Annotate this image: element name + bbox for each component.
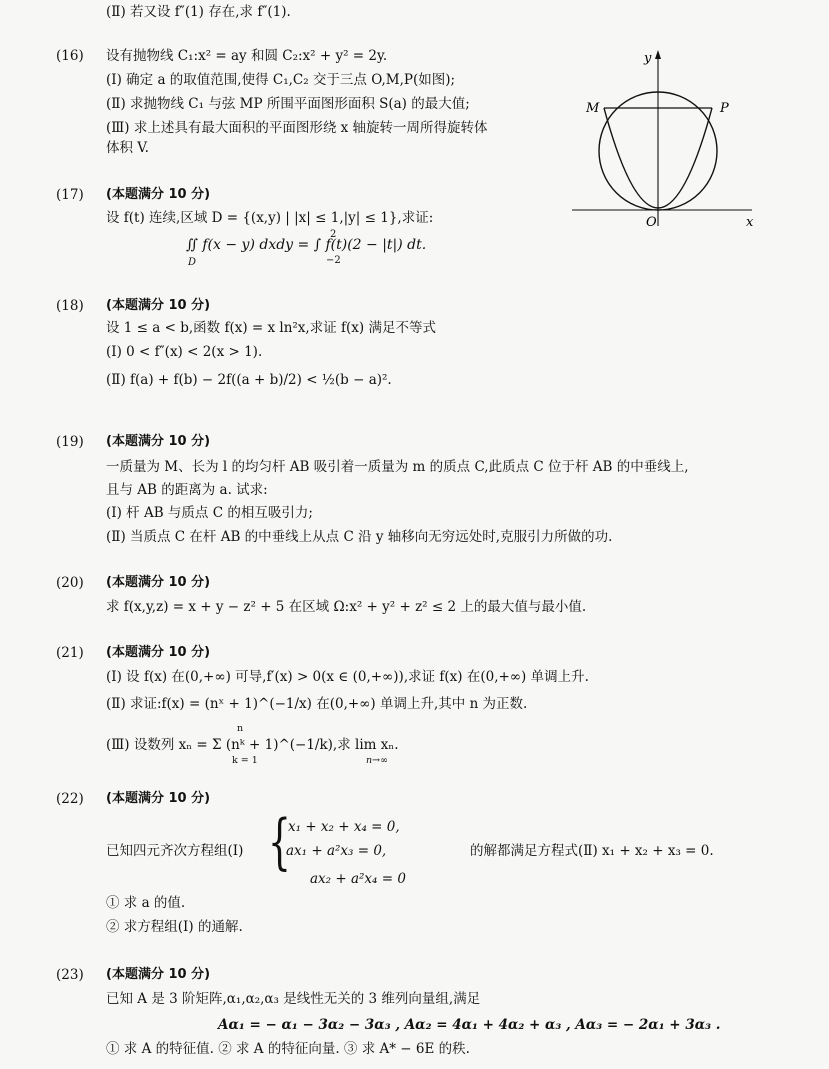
label-x: x xyxy=(746,215,754,230)
q23-number: (23) xyxy=(56,967,84,983)
q22-eq2: ax₁ + a²x₃ = 0, xyxy=(286,843,387,859)
q20-line: 求 f(x,y,z) = x + y − z² + 5 在区域 Ω:x² + y² + z² ≤ 2 上的最大值与最小值. xyxy=(106,599,587,615)
q21-sum-top: n xyxy=(237,723,244,734)
q21-part2: (Ⅱ) 求证:f(x) = (nˣ + 1)^(−1/x) 在(0,+∞) 单调上升,其中 n 为正数. xyxy=(106,696,528,712)
q17-formula: ∬ f(x − y) dxdy = ∫ f(t)(2 − |t|) dt. xyxy=(186,237,427,253)
q18-line: 设 1 ≤ a < b,函数 f(x) = x ln²x,求证 f(x) 满足不等式 xyxy=(106,320,436,336)
q22-eq3: ax₂ + a²x₄ = 0 xyxy=(310,871,406,887)
q16-line-4: (Ⅲ) 求上述具有最大面积的平面图形绕 x 轴旋转一周所得旋转体 xyxy=(106,120,488,136)
label-m: M xyxy=(586,101,600,116)
q16-number: (16) xyxy=(56,48,84,64)
q17-number: (17) xyxy=(56,187,84,203)
q22-eq1: x₁ + x₂ + x₄ = 0, xyxy=(288,819,400,835)
q23-line: 已知 A 是 3 阶矩阵,α₁,α₂,α₃ 是线性无关的 3 维列向量组,满足 xyxy=(106,991,481,1007)
q18-score: (本题满分 10 分) xyxy=(106,298,211,313)
q21-lim-sub: n→∞ xyxy=(366,755,388,766)
q19-line-3: (Ⅰ) 杆 AB 与质点 C 的相互吸引力; xyxy=(106,505,313,521)
y-arrow-icon xyxy=(655,50,661,59)
label-o: O xyxy=(646,215,657,230)
q19-line-1: 一质量为 M、长为 l 的均匀杆 AB 吸引着一质量为 m 的质点 C,此质点 C 位于杆 AB 的中垂线上, xyxy=(106,459,689,475)
label-y: y xyxy=(644,51,652,66)
q15-part2: (Ⅱ) 若又设 f″(1) 存在,求 f″(1). xyxy=(106,4,291,20)
q19-number: (19) xyxy=(56,434,84,450)
q19-score: (本题满分 10 分) xyxy=(106,434,211,449)
q16-line-2: (Ⅰ) 确定 a 的取值范围,使得 C₁,C₂ 交于三点 O,M,P(如图); xyxy=(106,72,456,88)
q23-items: ① 求 A 的特征值. ② 求 A 的特征向量. ③ 求 A* − 6E 的秩. xyxy=(106,1041,470,1057)
q17-line: 设 f(t) 连续,区域 D = {(x,y) | |x| ≤ 1,|y| ≤ 1},求证: xyxy=(106,210,434,226)
q16-line-5: 体积 V. xyxy=(106,140,149,156)
q23-score: (本题满分 10 分) xyxy=(106,967,211,982)
system-brace: { xyxy=(268,807,291,877)
label-p: P xyxy=(720,101,729,116)
q16-figure-circle-parabola xyxy=(570,46,760,236)
q21-sum-bottom: k = 1 xyxy=(232,755,258,766)
q18-number: (18) xyxy=(56,298,84,314)
q21-part1: (Ⅰ) 设 f(x) 在(0,+∞) 可导,f′(x) > 0(x ∈ (0,+∞)),求证 f(x) 在(0,+∞) 单调上升. xyxy=(106,669,589,685)
q20-number: (20) xyxy=(56,575,84,591)
q19-line-4: (Ⅱ) 当质点 C 在杆 AB 的中垂线上从点 C 沿 y 轴移向无穷远处时,克服引力所做的功. xyxy=(106,529,613,545)
q23-formula: Aα₁ = − α₁ − 3α₂ − 3α₃ , Aα₂ = 4α₁ + 4α₂ + α₃ , Aα₃ = − 2α₁ + 3α₃ . xyxy=(218,1017,721,1033)
q22-item1: ① 求 a 的值. xyxy=(106,895,186,911)
q18-part2: (Ⅱ) f(a) + f(b) − 2f((a + b)/2) < ½(b − a)². xyxy=(106,372,392,388)
q16-line-3: (Ⅱ) 求抛物线 C₁ 与弦 MP 所围平面图形面积 S(a) 的最大值; xyxy=(106,96,470,112)
q22-number: (22) xyxy=(56,791,84,807)
q21-score: (本题满分 10 分) xyxy=(106,645,211,660)
q19-line-2: 且与 AB 的距离为 a. 试求: xyxy=(106,482,268,498)
q22-score: (本题满分 10 分) xyxy=(106,791,211,806)
q17-lower-limit: −2 xyxy=(326,255,341,266)
q21-number: (21) xyxy=(56,645,84,661)
q22-lead: 已知四元齐次方程组(Ⅰ) xyxy=(106,843,244,859)
q21-part3: (Ⅲ) 设数列 xₙ = Σ (nᵏ + 1)^(−1/k),求 lim xₙ. xyxy=(106,737,399,753)
q20-score: (本题满分 10 分) xyxy=(106,575,211,590)
q18-part1: (Ⅰ) 0 < f″(x) < 2(x > 1). xyxy=(106,344,263,360)
q22-item2: ② 求方程组(Ⅰ) 的通解. xyxy=(106,919,243,935)
q17-score: (本题满分 10 分) xyxy=(106,187,211,202)
q17-upper-limit: 2 xyxy=(330,229,337,240)
q16-line-1: 设有抛物线 C₁:x² = ay 和圆 C₂:x² + y² = 2y. xyxy=(106,48,388,64)
q17-region-sub: D xyxy=(188,257,197,268)
q22-tail: 的解都满足方程式(Ⅱ) x₁ + x₂ + x₃ = 0. xyxy=(470,843,714,859)
